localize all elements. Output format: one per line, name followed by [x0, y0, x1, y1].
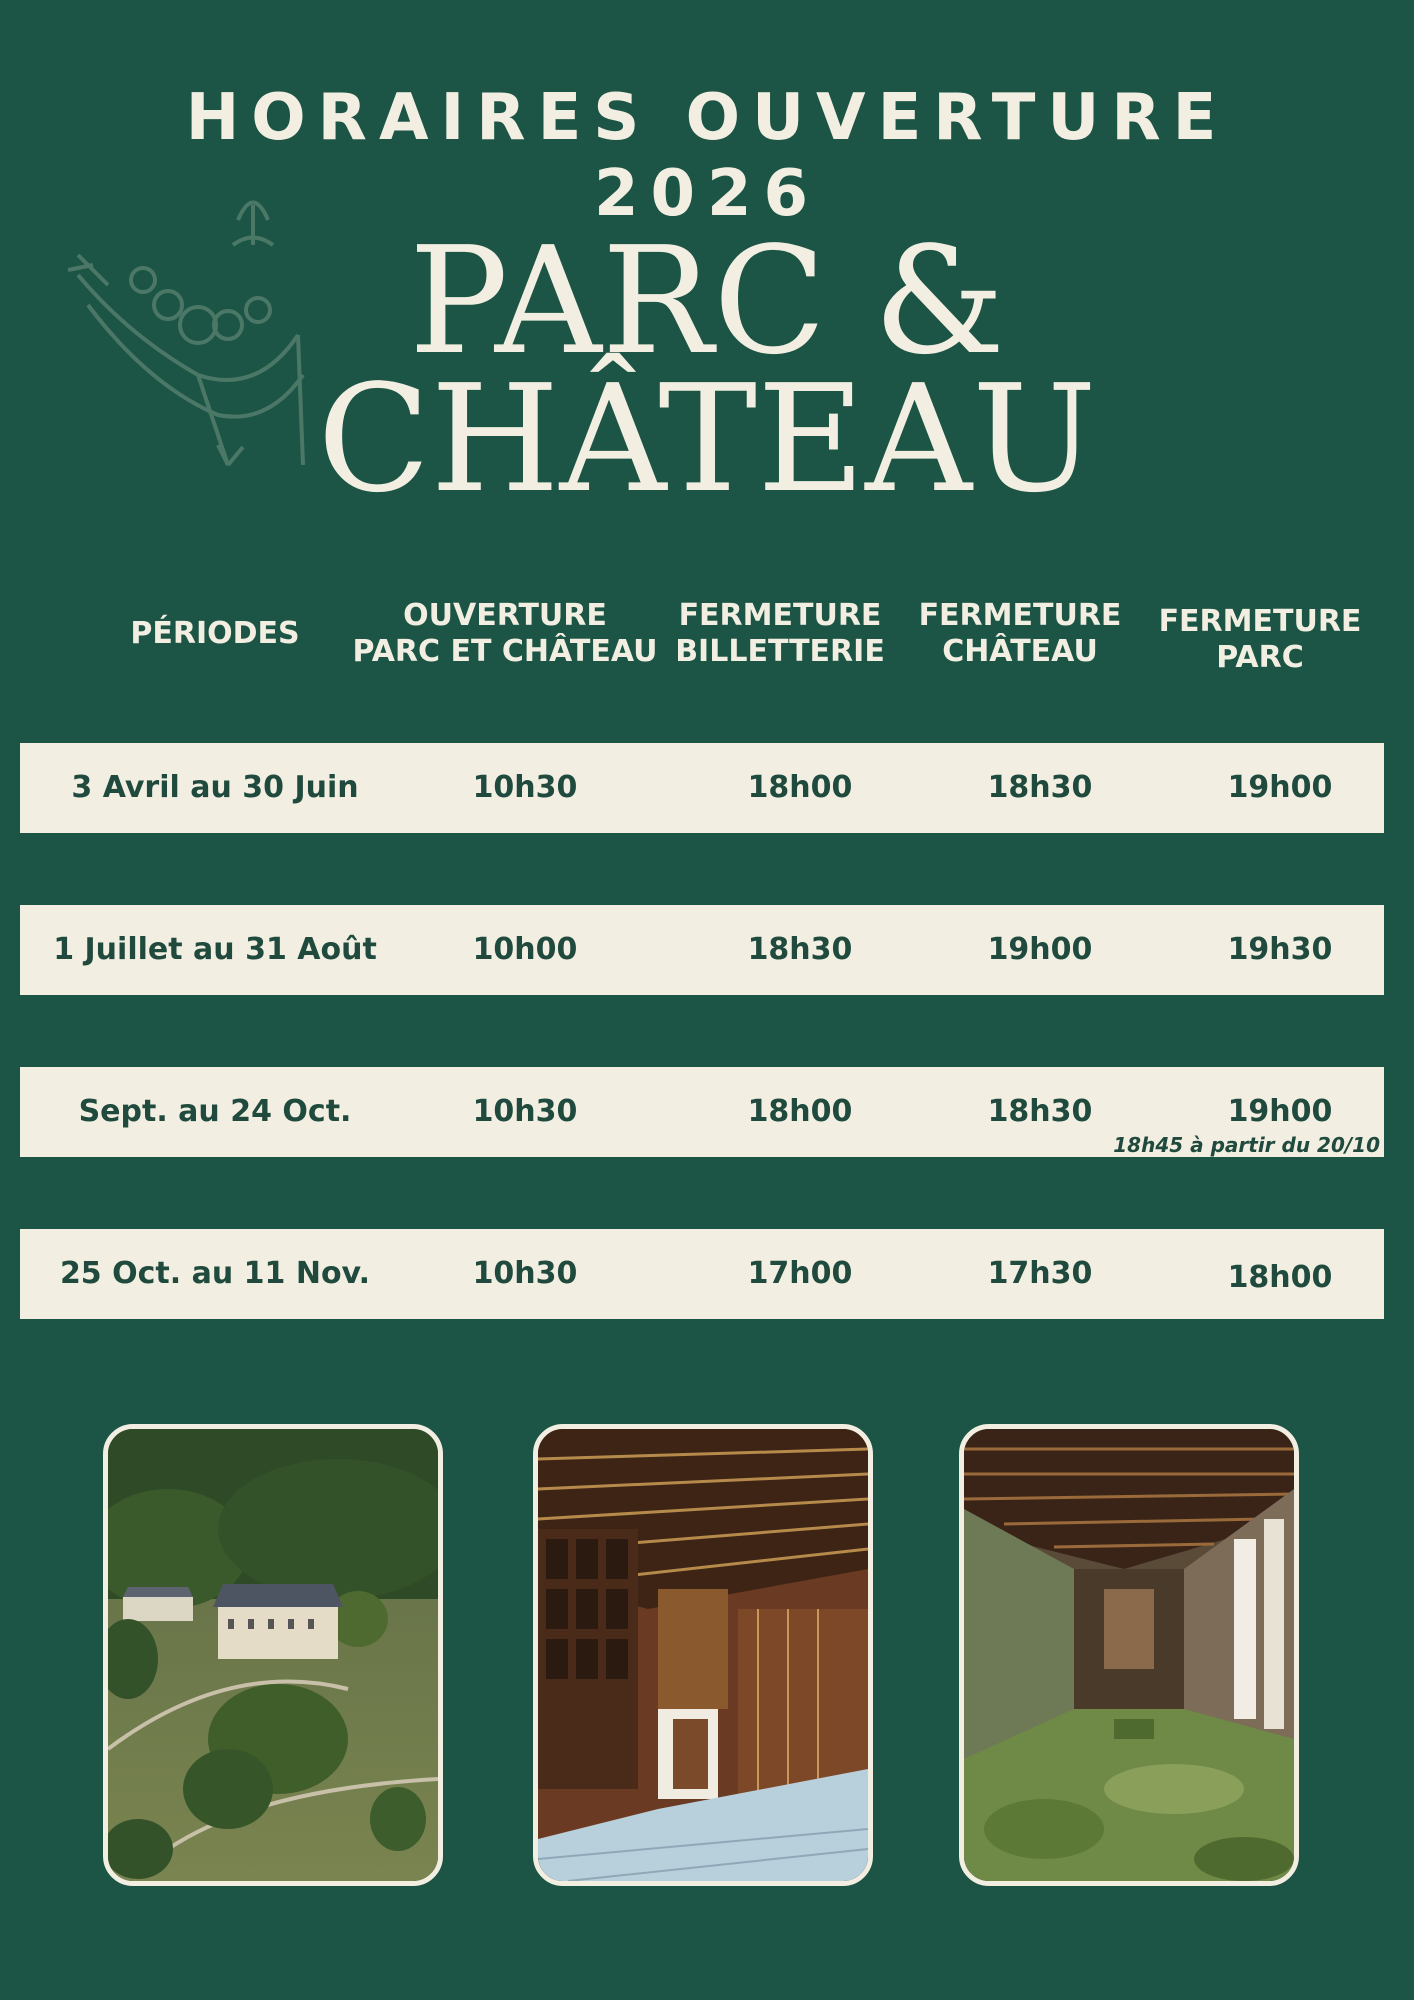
- gallery-interior-photo: [533, 1424, 873, 1886]
- subtitle-line-1: HORAIRES OUVERTURE: [185, 81, 1229, 155]
- title-line-2: CHÂTEAU: [317, 353, 1097, 525]
- col-header-castle-close: FERMETURE CHÂTEAU: [918, 598, 1122, 669]
- table-row: [20, 1067, 1384, 1157]
- park-close-cell: 19h30: [1227, 932, 1333, 967]
- park-close-cell: 19h00: [1227, 1094, 1333, 1129]
- park-close-note: 18h45 à partir du 20/10: [1113, 1133, 1380, 1157]
- col-header-periods: PÉRIODES: [130, 616, 300, 651]
- opening-cell: 10h30: [472, 1256, 578, 1291]
- page-title: [0, 215, 1414, 525]
- period-cell: 3 Avril au 30 Juin: [71, 770, 359, 805]
- table-row: [20, 905, 1384, 995]
- title-line-1: PARC &: [408, 215, 1006, 387]
- park-close-cell: 19h00: [1227, 770, 1333, 805]
- table-row: [20, 1229, 1384, 1319]
- opening-cell: 10h00: [472, 932, 578, 967]
- floral-gallery-photo: [959, 1424, 1299, 1886]
- castle-close-cell: 18h30: [987, 1094, 1093, 1129]
- period-cell: 25 Oct. au 11 Nov.: [59, 1256, 371, 1291]
- col-header-park-close: FERMETURE PARC: [1158, 604, 1362, 675]
- subtitle-line-2: 2026: [593, 157, 821, 231]
- col-header-opening: OUVERTURE PARC ET CHÂTEAU: [352, 598, 658, 669]
- ticket-close-cell: 18h00: [747, 1094, 853, 1129]
- table-row: [20, 743, 1384, 833]
- park-close-cell: 18h00: [1227, 1260, 1333, 1295]
- opening-cell: 10h30: [472, 770, 578, 805]
- col-header-ticket-close: FERMETURE BILLETTERIE: [675, 598, 885, 669]
- aerial-chateau-photo: [103, 1424, 443, 1886]
- ticket-close-cell: 18h00: [747, 770, 853, 805]
- ticket-close-cell: 17h00: [747, 1256, 853, 1291]
- castle-close-cell: 19h00: [987, 932, 1093, 967]
- castle-close-cell: 18h30: [987, 770, 1093, 805]
- opening-cell: 10h30: [472, 1094, 578, 1129]
- period-cell: 1 Juillet au 31 Août: [53, 932, 377, 967]
- period-cell: Sept. au 24 Oct.: [78, 1094, 352, 1129]
- castle-close-cell: 17h30: [987, 1256, 1093, 1291]
- ticket-close-cell: 18h30: [747, 932, 853, 967]
